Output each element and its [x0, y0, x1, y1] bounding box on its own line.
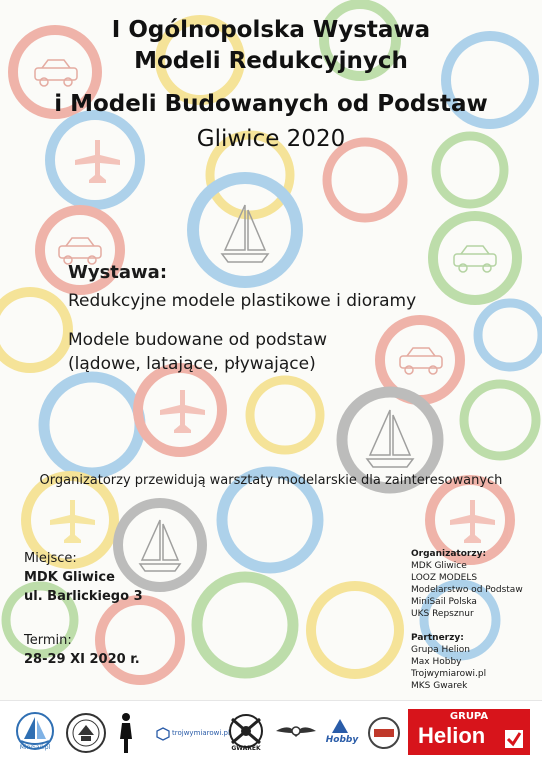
exhibition-heading: Wystawa: [68, 262, 168, 283]
airplane-icon [50, 500, 95, 543]
club-round-logo [366, 711, 402, 755]
workshop-note: Organizatorzy przewidują warsztaty modelarskie dla zainteresowanych [39, 473, 503, 488]
title-line-1: I Ogólnopolska Wystawa [111, 17, 431, 43]
organizer-item: UKS Repsznur [411, 609, 474, 619]
helion-logo-top: GRUPA [449, 711, 489, 722]
minisail-logo [12, 711, 58, 755]
bg-circle [327, 142, 403, 218]
organizer-item: MiniSail Polska [411, 597, 477, 607]
airplane-icon [450, 500, 495, 543]
car-icon [454, 246, 496, 272]
bg-circle [478, 303, 542, 367]
partner-item: Grupa Helion [411, 645, 470, 655]
trojwymiarowi-logo [156, 711, 230, 755]
organizer-item: LOOZ MODELS [411, 573, 478, 583]
bg-circle [0, 292, 68, 368]
location-name: MDK Gliwice [24, 570, 115, 585]
sailboat-icon [140, 520, 180, 571]
gwarek-logo-text: GWAREK [231, 745, 261, 752]
exhibition-line-3: (lądowe, latające, pływające) [68, 354, 316, 374]
bg-circle [44, 377, 140, 473]
maxhobby-logo [322, 711, 362, 755]
organizer-item: MDK Gliwice [411, 561, 467, 571]
winged-badge-logo [274, 711, 318, 755]
trojwymiarowi-logo-text: trojwymiarowi.pl [172, 729, 230, 737]
minisail-logo-text: MiniSail.pl [19, 744, 51, 751]
organizer-item: Modelarstwo od Podstaw [411, 585, 523, 595]
partners-heading: Partnerzy: [411, 633, 464, 643]
sailboat-icon [367, 410, 413, 467]
figure-logo [114, 711, 138, 755]
car-icon [59, 238, 101, 264]
title-line-3: i Modeli Budowanych od Podstaw [54, 91, 488, 117]
bg-circle [433, 216, 517, 300]
bg-circle [464, 384, 536, 456]
date-label: Termin: [24, 633, 72, 648]
bg-circle [250, 380, 320, 450]
location-label: Miejsce: [24, 551, 77, 566]
logo-strip [0, 700, 542, 768]
exhibition-line-2: Modele budowane od podstaw [68, 330, 328, 350]
bg-circle [197, 577, 293, 673]
organizers-heading: Organizatorzy: [411, 549, 487, 559]
partner-item: Trojwymiarowi.pl [411, 669, 487, 679]
helion-logo-main: Helion [418, 723, 486, 748]
gwarek-logo [224, 711, 268, 755]
exhibition-line-1: Redukcyjne modele plastikowe i dioramy [68, 291, 417, 311]
helion-logo [408, 709, 530, 755]
maxhobby-logo-text: Hobby [325, 735, 359, 745]
title-line-2: Modeli Redukcyjnych [134, 48, 408, 74]
title-subtitle: Gliwice 2020 [196, 126, 346, 152]
partner-item: MKS Gwarek [411, 681, 468, 691]
bg-circle [100, 600, 180, 680]
club-emblem-logo [64, 711, 108, 755]
bg-circle [311, 586, 399, 674]
airplane-icon [160, 390, 205, 433]
date-value: 28-29 XI 2020 r. [24, 652, 140, 667]
partner-item: Max Hobby [411, 657, 462, 667]
car-icon [400, 348, 442, 374]
location-address: ul. Barlickiego 3 [24, 589, 143, 604]
